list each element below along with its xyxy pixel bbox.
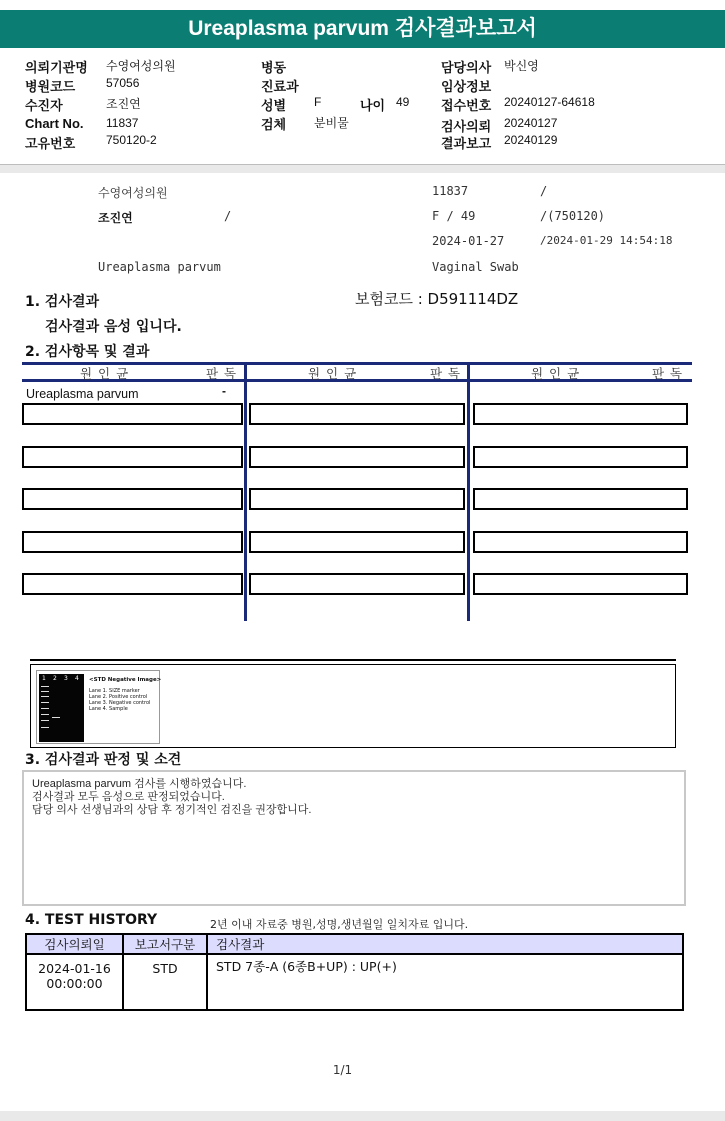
footer-band <box>0 1111 725 1121</box>
result-cell <box>249 446 465 468</box>
col-judgment: 판 독 <box>430 366 462 381</box>
result-cell <box>22 488 243 510</box>
remark-line: Ureaplasma parvum 검사를 시행하였습니다. <box>32 778 247 790</box>
history-col-type: 보고서구분 <box>123 934 207 954</box>
history-col-result: 검사결과 <box>207 934 683 954</box>
result-judgment: - <box>222 384 226 398</box>
gel-legend <box>89 677 161 712</box>
grid-column-rule <box>467 362 470 621</box>
summary-birth: /(750120) <box>540 209 606 223</box>
label-specimen: 검체 <box>261 117 287 132</box>
value-request-date: 20240127 <box>504 116 558 130</box>
positive-control-band <box>52 717 60 718</box>
gel-lane-number: 4 <box>75 675 79 682</box>
result-cell <box>473 403 688 425</box>
result-cell <box>473 531 688 553</box>
label-unique-no: 고유번호 <box>25 136 76 151</box>
value-sex: F <box>314 95 322 109</box>
page-number: 1/1 <box>332 1063 353 1077</box>
section3-title: 3. 검사결과 판정 및 소견 <box>25 752 182 768</box>
result-cell <box>22 403 243 425</box>
gel-legend-line: Lane 3. Negative control <box>89 700 151 706</box>
result-cell <box>473 488 688 510</box>
summary-sex-age: F / 49 <box>432 209 476 223</box>
remark-line: 담당 의사 선생님과의 상담 후 정기적인 검진을 권장합니다. <box>32 804 312 816</box>
value-age: 49 <box>396 95 410 109</box>
label-sex: 성별 <box>261 98 287 113</box>
history-date: 2024-01-16 <box>38 961 111 976</box>
label-age: 나이 <box>360 98 386 113</box>
label-chart-no: Chart No. <box>25 116 84 131</box>
label-patient: 수진자 <box>25 98 63 113</box>
value-hospital-code: 57056 <box>106 76 140 90</box>
summary-date-reported: /2024-01-29 14:54:18 <box>540 234 673 247</box>
history-result: STD 7종-A (6종B+UP) : UP(+) <box>207 954 683 1010</box>
value-patient: 조진연 <box>106 97 141 111</box>
value-institution: 수영여성의원 <box>106 59 176 73</box>
summary-chart-no: 11837 <box>432 184 469 198</box>
marker-band <box>41 696 49 697</box>
grid-column-rule <box>244 362 247 621</box>
col-pathogen: 원 인 균 <box>531 366 581 381</box>
value-chart-no: 11837 <box>106 116 139 130</box>
marker-band <box>41 714 49 715</box>
marker-band <box>41 720 49 721</box>
result-cell <box>473 446 688 468</box>
section1-result: 검사결과 음성 입니다. <box>45 319 182 335</box>
label-doctor: 담당의사 <box>441 60 492 75</box>
label-receipt-no: 접수번호 <box>441 98 492 113</box>
summary-test-name: Ureaplasma parvum <box>98 260 221 274</box>
label-hospital-code: 병원코드 <box>25 79 76 94</box>
value-unique-no: 750120-2 <box>106 133 157 147</box>
col-judgment: 판 독 <box>206 366 238 381</box>
result-cell <box>249 403 465 425</box>
summary-slash: / <box>540 184 548 198</box>
label-ward: 병동 <box>261 60 287 75</box>
label-institution: 의뢰기관명 <box>25 60 88 75</box>
history-date-cell <box>26 954 123 1010</box>
gel-legend-line: Lane 1. SIZE marker <box>89 688 140 694</box>
value-doctor: 박신영 <box>504 59 539 73</box>
gel-lane-number: 2 <box>53 675 57 682</box>
section1-title: 1. 검사결과 <box>25 294 100 310</box>
summary-date-received: 2024-01-27 <box>432 234 505 248</box>
gel-legend-line: Lane 2. Positive control <box>89 694 148 700</box>
divider-band <box>0 165 725 173</box>
table-row <box>26 954 683 1010</box>
label-report-date: 결과보고 <box>441 136 492 151</box>
history-type: STD <box>123 954 207 1010</box>
label-clinical-info: 임상정보 <box>441 79 492 94</box>
value-report-date: 20240129 <box>504 133 558 147</box>
result-cell <box>473 573 688 595</box>
summary-patient: 조진연 <box>98 211 133 225</box>
summary-institution: 수영여성의원 <box>98 186 168 200</box>
remarks-box <box>22 770 686 906</box>
gel-electrophoresis-image <box>39 674 84 742</box>
result-pathogen-name: Ureaplasma parvum <box>26 387 139 401</box>
gel-legend-title: <STD Negative Image> <box>89 677 162 683</box>
history-table <box>25 933 684 1011</box>
marker-band <box>41 708 49 709</box>
result-cell <box>249 573 465 595</box>
history-note: 2년 이내 자료중 병원,성명,생년월일 일치자료 입니다. <box>210 918 469 931</box>
history-col-date: 검사의뢰일 <box>26 934 123 954</box>
result-cell <box>22 573 243 595</box>
gel-lane-number: 1 <box>42 675 46 682</box>
marker-band <box>41 702 49 703</box>
gel-legend-line: Lane 4. Sample <box>89 706 128 712</box>
history-time: 00:00:00 <box>46 976 103 991</box>
marker-band <box>41 691 49 692</box>
label-request-date: 검사의뢰 <box>441 119 492 134</box>
col-judgment: 판 독 <box>652 366 684 381</box>
gel-image <box>36 670 160 744</box>
image-top-rule <box>30 659 676 661</box>
value-specimen: 분비물 <box>314 116 349 130</box>
marker-band <box>41 686 49 687</box>
result-cell <box>249 488 465 510</box>
summary-specimen: Vaginal Swab <box>432 260 519 274</box>
result-cell <box>22 446 243 468</box>
section4-title: 4. TEST HISTORY <box>25 912 158 928</box>
marker-band <box>41 727 49 728</box>
col-pathogen: 원 인 균 <box>80 366 130 381</box>
col-pathogen: 원 인 균 <box>308 366 358 381</box>
report-title: Ureaplasma parvum 검사결과보고서 <box>0 10 725 48</box>
remark-line: 검사결과 모두 음성으로 판정되었습니다. <box>32 791 225 803</box>
insurance-code: 보험코드 : D591114DZ <box>355 290 519 308</box>
result-cell <box>22 531 243 553</box>
gel-lane-number: 3 <box>64 675 68 682</box>
section2-title: 2. 검사항목 및 결과 <box>25 344 150 360</box>
result-cell <box>249 531 465 553</box>
summary-patient-slash: / <box>224 209 232 223</box>
value-receipt-no: 20240127-64618 <box>504 95 595 109</box>
label-department: 진료과 <box>261 79 299 94</box>
